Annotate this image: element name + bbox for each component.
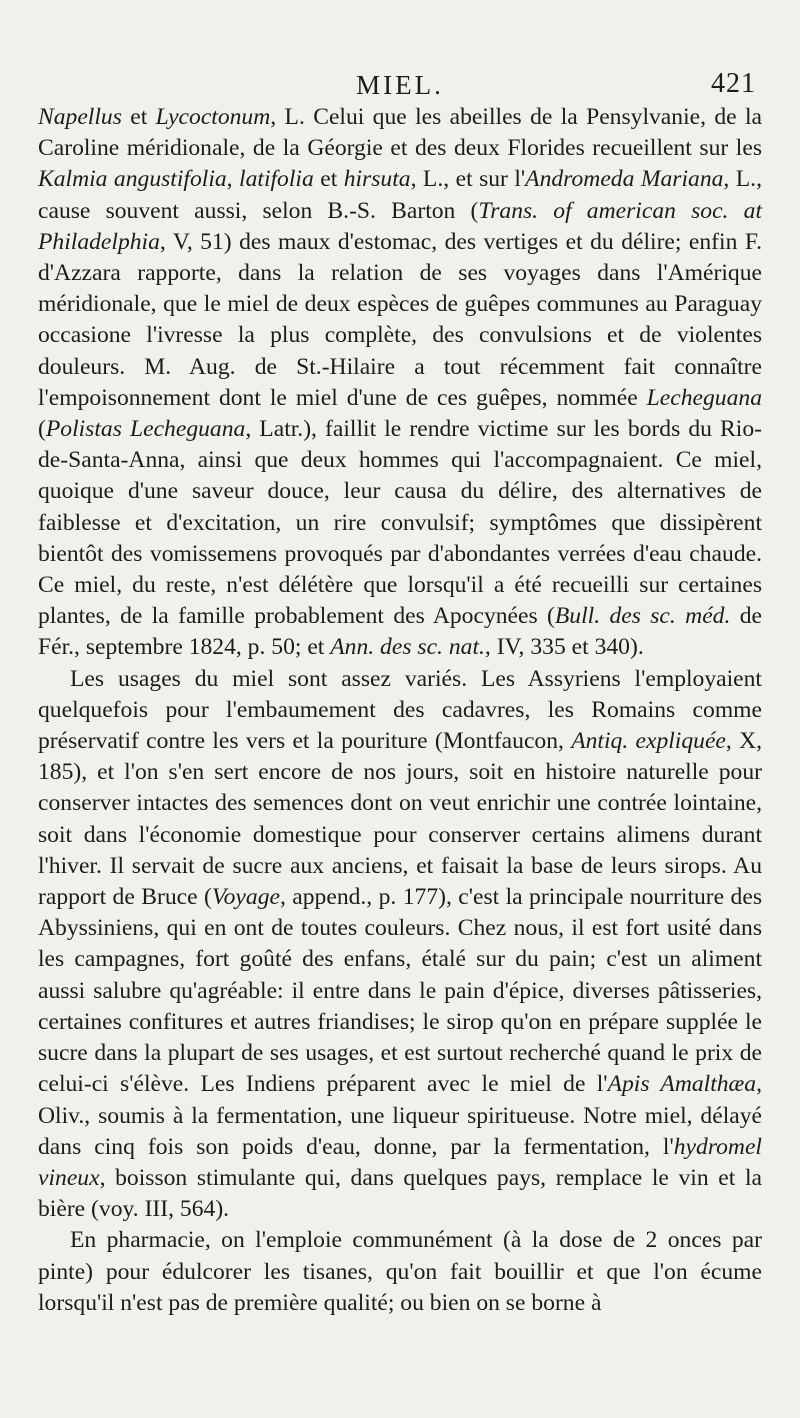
italic-text: Kalmia angustifolia — [38, 166, 227, 193]
running-head — [38, 60, 762, 102]
text-run: ( — [38, 416, 46, 443]
body-text — [38, 102, 762, 1319]
text-run: , IV, 335 et 340). — [484, 634, 644, 661]
paragraph — [38, 1225, 762, 1319]
italic-text: Polistas Lecheguana — [45, 416, 246, 443]
text-run: En pharmacie, on l'emploie communément (à la dose de 2 onces par pinte) pour édulcorer les tisanes, qu'on fait bouillir et que l'on écume lorsqu'il n'est pas de première qualité; ou bien on se borne à — [38, 1227, 762, 1316]
italic-text: hydromel vineux — [38, 1133, 762, 1191]
text-run: , L., et sur l' — [410, 166, 526, 193]
text-run: , append., p. 177), c'est la principale nourriture des Abyssiniens, qui en ont de toutes couleurs. Chez nous, il est fort usité dans les campagnes, fort goûté des enfans, étalé sur du pain; c'est un aliment aussi salubre qu'agréable: il entre dans le pain d'épice, diverses pâtisseries, certaines confitures et autres friandises; le sirop qu'on en prépare supplée le sucre dans la plupart de ses usages, et est surtout recherché quand le prix de celui-ci s'élève. Les Indiens préparent avec le miel de l' — [38, 884, 762, 1098]
italic-text: Ann. des sc. nat. — [330, 634, 485, 661]
paragraph — [38, 664, 762, 1226]
text-run: et — [313, 166, 344, 193]
italic-text: Napellus — [38, 104, 122, 130]
text-run: et — [121, 104, 156, 130]
text-run: , L., cause souvent aussi, selon B.-S. Barton ( — [38, 166, 762, 224]
text-run: Les usages du miel sont assez variés. Les Assyriens l'employaient quelquefois pour l'embaumement des cadavres, les Romains comme préservatif contre les vers et la pouriture (Montfaucon, — [38, 665, 762, 755]
text-run: , V, 51) des maux d'estomac, des vertiges et du délire; enfin F. d'Azzara rapporte, dans la relation de ses voyages dans l'Amérique méridionale, que le miel de deux espèces de guêpes communes au Paraguay occasione l'ivresse la plus complète, des convulsions et de violentes douleurs. M. Aug. de St.-Hilaire a tout récemment fait connaître l'empoisonnement dont le miel d'une de ces guêpes, nommée — [38, 228, 762, 411]
text-run: , L. Celui que les abeilles de la Pensylvanie, de la Caroline méridionale, de la Géorgie et des deux Florides recueillent sur les — [38, 104, 763, 162]
running-title: MIEL. — [356, 70, 444, 100]
italic-text: Lecheguana — [646, 384, 762, 411]
italic-text: Antiq. expliquée — [571, 728, 726, 755]
paragraph — [38, 102, 762, 664]
italic-text: Andromeda Mariana — [525, 166, 724, 193]
italic-text: Lycoctonum — [155, 104, 271, 130]
text-run: , boisson stimulante qui, dans quelques pays, remplace le vin et la bière (voy. III, 564). — [38, 1164, 762, 1223]
italic-text: latifolia — [239, 166, 314, 193]
italic-text: Voyage — [211, 884, 280, 911]
text-run: , Oliv., soumis à la fermentation, une liqueur spiritueuse. Notre miel, délayé dans cinq fois son poids d'eau, donne, par la fermentation, l' — [38, 1071, 762, 1160]
italic-text: Trans. of american soc. at Philadelphia — [38, 197, 763, 255]
text-run: , Latr.), faillit le rendre victime sur les bords du Rio-de-Santa-Anna, ainsi que deux hommes qui l'accompagnaient. Ce miel, quoique d'une saveur douce, leur causa du délire, des alternatives de faiblesse et d'excitation, un rire convulsif; symptômes que dissipèrent bientôt des vomissemens provoqués par d'abondantes verrées d'eau chaude. Ce miel, du reste, n'est délétère que lorsqu'il a été recueilli sur certaines plantes, de la famille probablement des Apocynées ( — [38, 416, 762, 630]
text-run: , X, 185), et l'on s'en sert encore de nos jours, soit en histoire naturelle pour conserver intactes des semences dont on veut enrichir une contrée lointaine, soit dans l'économie domestique pour conserver certains alimens durant l'hiver. Il servait de sucre aux anciens, et faisait la base de leurs sirops. Au rapport de Bruce ( — [38, 728, 763, 911]
italic-text: Apis Amalthæa — [607, 1071, 757, 1098]
page-number: 421 — [711, 68, 756, 99]
italic-text: hirsuta — [343, 166, 411, 193]
text-run: de Fér., septembre 1824, p. 50; et — [38, 603, 762, 661]
text-run: , — [226, 166, 240, 193]
italic-text: Bull. des sc. méd. — [554, 603, 731, 630]
